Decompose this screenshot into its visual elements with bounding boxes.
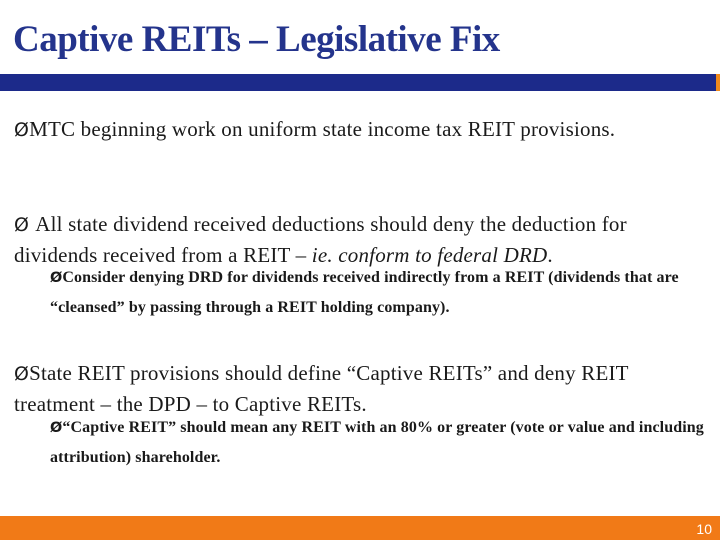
bullet-end-punct: .: [547, 243, 553, 267]
sub-bullet-text: “Captive REIT” should mean any REIT with an 80% or greater (vote or value and including attribution) shareholder.: [50, 419, 704, 466]
sub-bullet-text: Consider denying DRD for dividends received indirectly from a REIT (dividends that are “cleansed” by passing through a REIT holding company).: [50, 269, 679, 316]
arrow-bullet-icon: Ø: [50, 270, 63, 286]
bullet-text: State REIT provisions should define “Captive REITs” and deny REIT treatment – the DPD – to Captive REITs.: [14, 361, 629, 416]
arrow-bullet-icon: Ø: [14, 119, 30, 141]
bullet-captive-reit-def: [14, 358, 710, 419]
page-number: 10: [696, 521, 712, 537]
bullet-drd: [14, 209, 710, 270]
footer-bar: [0, 516, 720, 540]
sub-bullet-captive-reit-meaning: [50, 413, 715, 472]
arrow-bullet-icon: Ø: [50, 420, 63, 436]
title-underline-bar: [0, 74, 720, 91]
slide-title: Captive REITs – Legislative Fix: [13, 19, 500, 60]
arrow-bullet-icon: Ø: [14, 214, 36, 236]
title-bar-accent: [716, 74, 720, 91]
bullet-text: MTC beginning work on uniform state income tax REIT provisions.: [29, 117, 616, 141]
bullet-mtc: [14, 114, 710, 145]
sub-bullet-indirect-drd: [50, 263, 715, 322]
bullet-text: All state dividend received deductions should deny the deduction for dividends received from a REIT –: [14, 212, 627, 267]
arrow-bullet-icon: Ø: [14, 363, 30, 385]
bullet-italic-text: ie. conform to federal DRD: [311, 243, 548, 267]
